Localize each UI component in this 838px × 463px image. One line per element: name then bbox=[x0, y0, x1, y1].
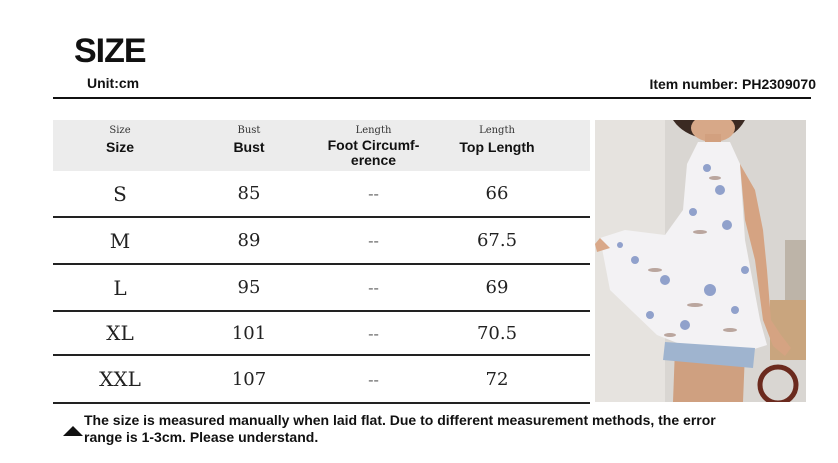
column-header-length-label: Top Length bbox=[459, 139, 535, 155]
cell-bust: 89 bbox=[237, 230, 261, 251]
column-header-length-small: Length bbox=[479, 125, 515, 136]
table-row bbox=[53, 265, 590, 312]
column-header-size-small: Size bbox=[109, 125, 131, 136]
table-header bbox=[53, 120, 590, 171]
table-row bbox=[53, 171, 590, 218]
cell-foot: -- bbox=[368, 323, 379, 343]
cell-length: 69 bbox=[485, 277, 509, 298]
header-divider bbox=[53, 97, 811, 99]
cell-foot: -- bbox=[368, 184, 379, 203]
cell-length: 67.5 bbox=[476, 230, 518, 251]
column-header-bust bbox=[187, 120, 311, 171]
column-header-foot-small: Length bbox=[355, 125, 392, 136]
column-header-size bbox=[53, 120, 187, 171]
cell-size: M bbox=[109, 228, 131, 253]
cell-size: L bbox=[113, 275, 127, 300]
cell-bust: 101 bbox=[231, 322, 267, 344]
measurement-note: The size is measured manually when laid flat. Due to different measurement methods, the error range is 1-3cm. Please understand. bbox=[84, 412, 716, 445]
column-header-foot-label: Foot Circumf- erence bbox=[327, 137, 420, 168]
unit-label: Unit:cm bbox=[87, 75, 140, 91]
column-header-bust-small: Bust bbox=[237, 125, 261, 136]
cell-length: 72 bbox=[485, 368, 509, 390]
cell-bust: 107 bbox=[231, 368, 267, 390]
cell-length: 66 bbox=[485, 183, 509, 204]
page-title: SIZE bbox=[74, 32, 146, 70]
cell-size: S bbox=[113, 181, 127, 206]
column-header-foot bbox=[311, 120, 436, 171]
table-row bbox=[53, 218, 590, 265]
cell-foot: -- bbox=[368, 369, 379, 389]
cell-length: 70.5 bbox=[476, 322, 518, 344]
cell-bust: 85 bbox=[237, 183, 261, 204]
cell-size: XXL bbox=[99, 367, 141, 391]
triangle-icon bbox=[63, 426, 83, 436]
item-number: Item number: PH2309070 bbox=[649, 76, 816, 92]
size-table bbox=[53, 120, 590, 404]
cell-size: XL bbox=[106, 321, 134, 345]
column-header-bust-label: Bust bbox=[233, 139, 265, 155]
cell-foot: -- bbox=[368, 231, 379, 250]
cell-foot: -- bbox=[368, 278, 379, 297]
product-photo bbox=[595, 120, 806, 402]
column-header-length bbox=[436, 120, 558, 171]
table-row bbox=[53, 312, 590, 356]
table-bottom-rule bbox=[53, 402, 590, 404]
column-header-size-label: Size bbox=[105, 139, 134, 155]
cell-bust: 95 bbox=[237, 277, 261, 298]
table-row bbox=[53, 356, 590, 402]
